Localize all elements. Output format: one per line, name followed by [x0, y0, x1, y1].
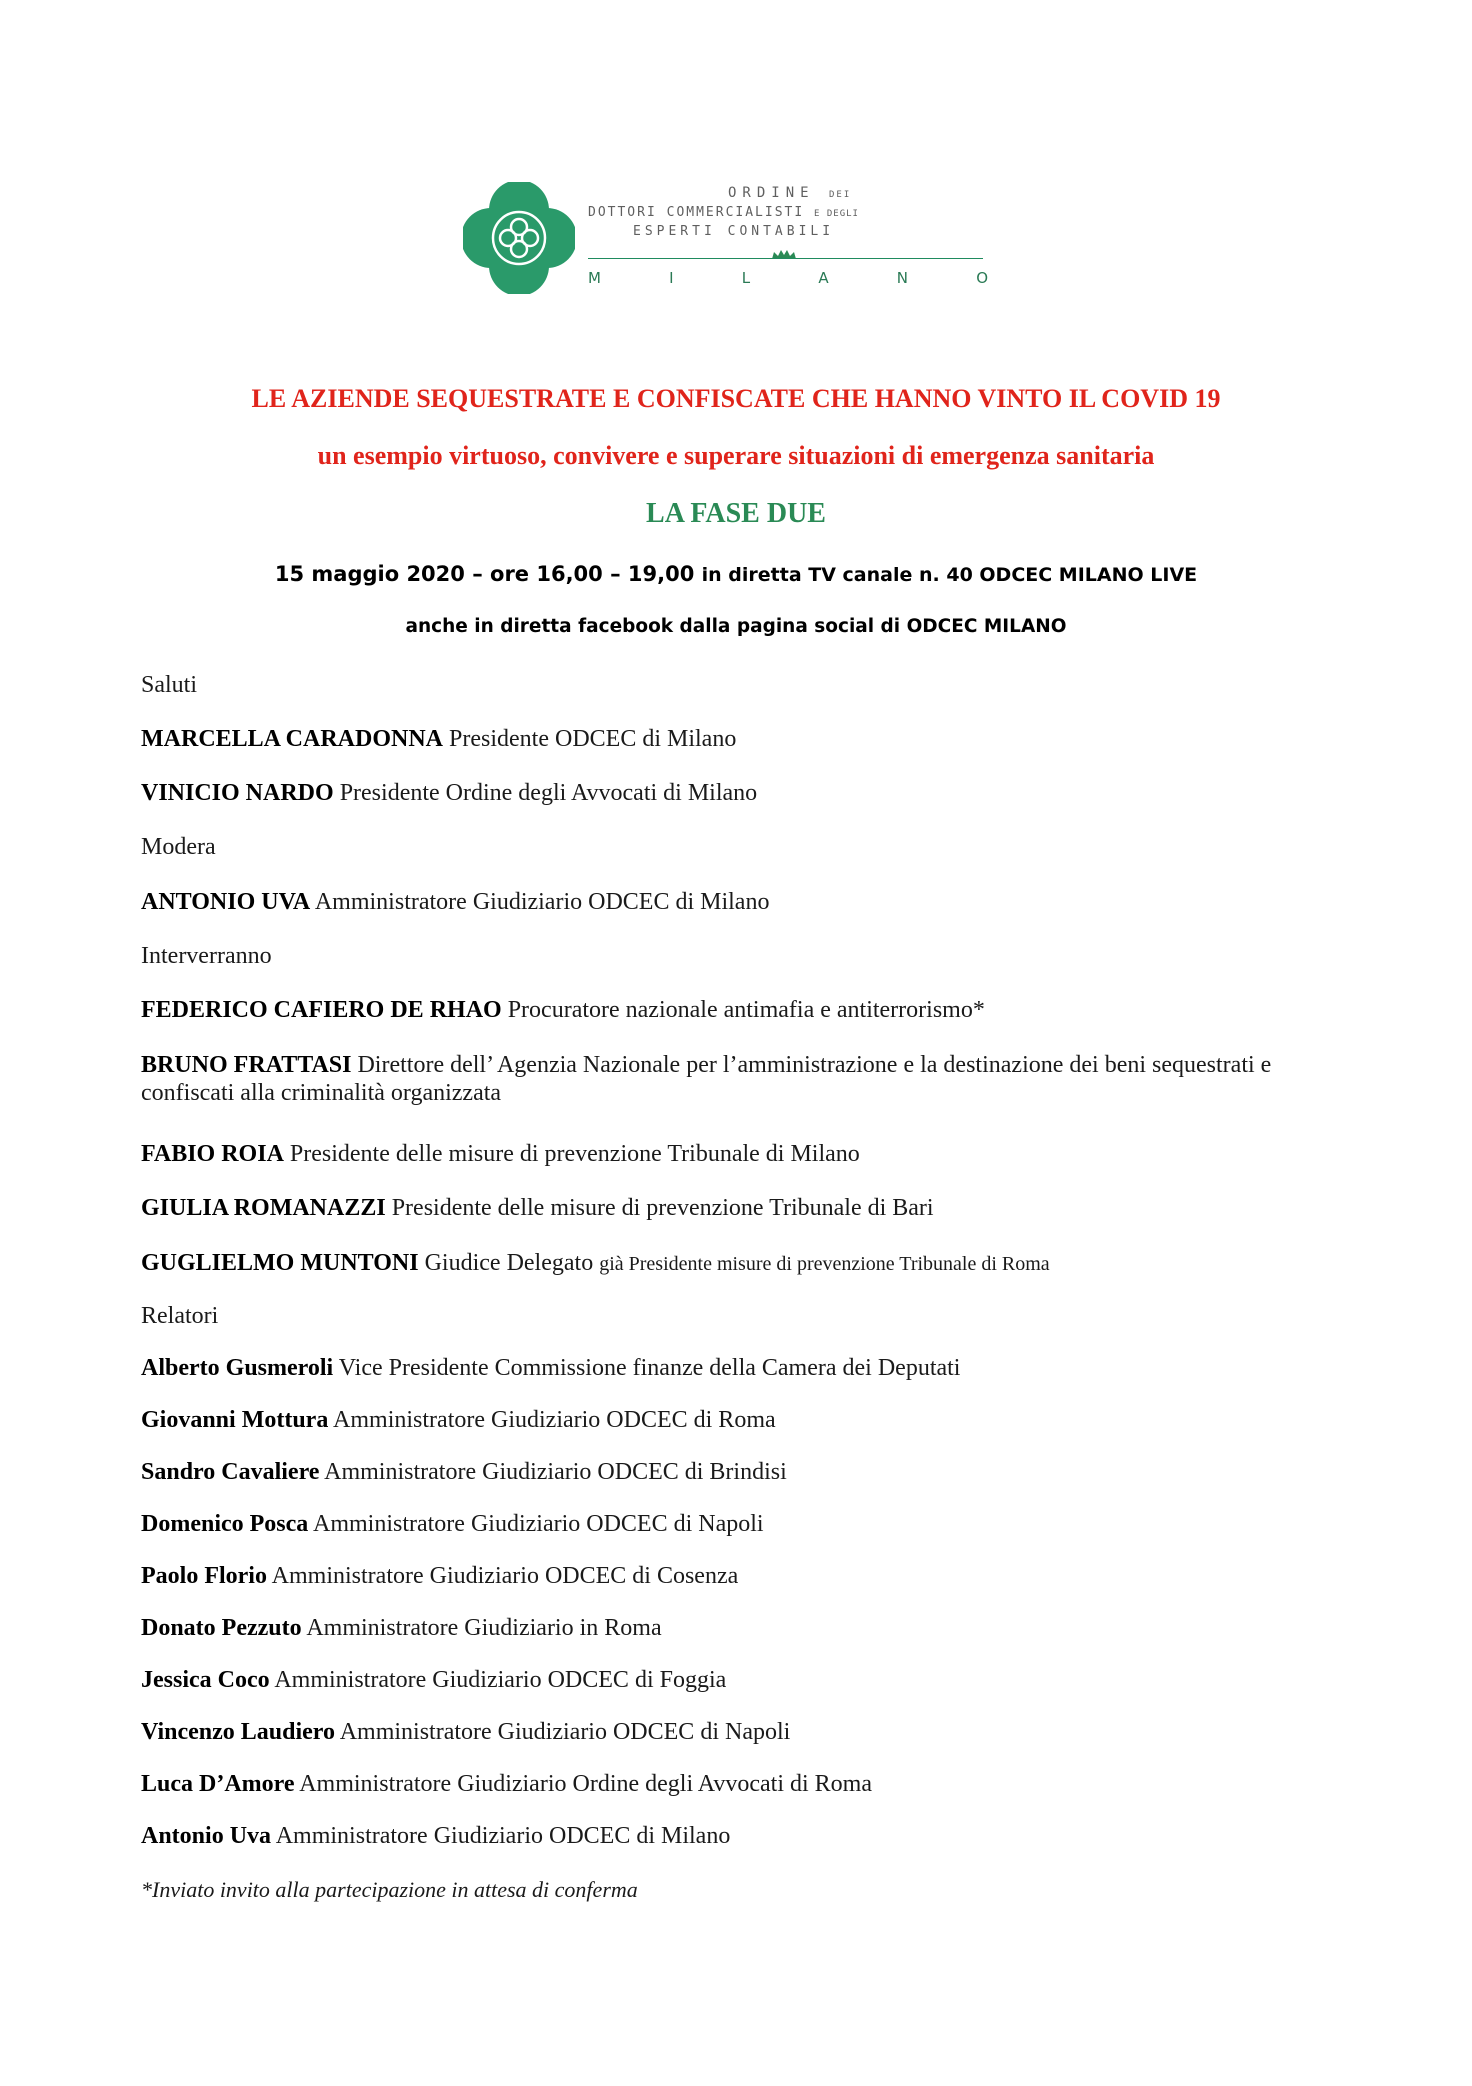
- speaker-line: [141, 1051, 1321, 1107]
- speaker-name: FEDERICO CAFIERO DE RHAO: [141, 997, 502, 1023]
- footnote: *Inviato invito alla partecipazione in attesa di conferma: [141, 1877, 638, 1902]
- event-broadcast: in diretta TV canale n. 40 ODCEC MILANO LIVE: [701, 564, 1198, 586]
- speaker-role: Presidente delle misure di prevenzione Tribunale di Bari: [391, 1195, 934, 1221]
- speaker-line: [141, 1140, 1341, 1168]
- event-date-line: [0, 562, 1472, 586]
- speaker-role: Amministratore Giudiziario ODCEC di Cosenza: [271, 1563, 739, 1589]
- speaker-line: [141, 888, 1341, 916]
- speaker-name: GIULIA ROMANAZZI: [141, 1195, 386, 1221]
- logo-line2-small: E DEGLI: [814, 209, 859, 219]
- speaker-name: Giovanni Mottura: [141, 1407, 329, 1433]
- logo-line1-small: DEI: [829, 190, 852, 200]
- logo-emblem-icon: [463, 182, 575, 294]
- logo-city-letter: L: [741, 269, 751, 287]
- speaker-role: Procuratore nazionale antimafia e antiterrorismo*: [507, 997, 985, 1023]
- speaker-line: [141, 1194, 1341, 1222]
- logo-city-letter: N: [896, 269, 908, 287]
- event-date: 15 maggio 2020 – ore 16,00 – 19,00: [274, 562, 695, 586]
- speaker-line: [141, 1822, 1341, 1850]
- speaker-line: [141, 1718, 1341, 1746]
- speaker-name: Alberto Gusmeroli: [141, 1355, 334, 1381]
- logo-city-letter: M: [588, 269, 601, 287]
- speaker-name: MARCELLA CARADONNA: [141, 726, 444, 752]
- speaker-name: ANTONIO UVA: [141, 889, 311, 915]
- speaker-name: Sandro Cavaliere: [141, 1459, 320, 1485]
- speaker-line: [141, 1406, 1341, 1434]
- speaker-role: Amministratore Giudiziario Ordine degli Avvocati di Roma: [299, 1771, 872, 1797]
- speaker-name: Antonio Uva: [141, 1823, 272, 1849]
- event-facebook-note: anche in diretta facebook dalla pagina social di ODCEC MILANO: [405, 616, 1067, 637]
- speaker-role: Presidente delle misure di prevenzione Tribunale di Milano: [289, 1141, 860, 1167]
- logo-city-letter: I: [669, 269, 674, 287]
- speaker-line: [141, 1562, 1341, 1590]
- logo-city-letter: A: [818, 269, 829, 287]
- logo-line1: ORDINE: [728, 185, 815, 201]
- speaker-role: Amministratore Giudiziario ODCEC di Foggia: [274, 1667, 727, 1693]
- speaker-line: [141, 1354, 1341, 1382]
- odcec-milano-logo: [463, 176, 988, 306]
- speaker-name: Luca D’Amore: [141, 1771, 295, 1797]
- speaker-line: [141, 1510, 1341, 1538]
- speaker-role: Giudice Delegato: [424, 1250, 594, 1276]
- event-subtitle: un esempio virtuoso, convivere e superare situazioni di emergenza sanitaria: [317, 441, 1155, 470]
- speaker-role-note: già Presidente misure di prevenzione Tribunale di Roma: [599, 1253, 1050, 1275]
- event-phase: LA FASE DUE: [646, 498, 826, 529]
- speaker-role: Amministratore Giudiziario ODCEC di Brindisi: [324, 1459, 787, 1485]
- section-label-interverranno: Interverranno: [141, 943, 272, 969]
- speaker-name: Domenico Posca: [141, 1511, 309, 1537]
- speaker-name: VINICIO NARDO: [141, 780, 334, 806]
- logo-line2: DOTTORI COMMERCIALISTI: [588, 205, 805, 220]
- speaker-line: [141, 1666, 1341, 1694]
- logo-city-letter: O: [976, 269, 988, 287]
- speaker-role: Presidente ODCEC di Milano: [449, 726, 737, 752]
- speaker-name: FABIO ROIA: [141, 1141, 284, 1167]
- logo-wordmark: [588, 184, 988, 241]
- speaker-name: Donato Pezzuto: [141, 1615, 302, 1641]
- section-label-modera: Modera: [141, 834, 216, 860]
- speaker-name: Jessica Coco: [141, 1667, 270, 1693]
- speaker-role: Amministratore Giudiziario in Roma: [306, 1615, 662, 1641]
- speaker-role: Direttore dell’ Agenzia Nazionale per l’amministrazione e la destinazione dei beni sequestrati e confiscati alla criminalità organizzata: [141, 1052, 1272, 1106]
- speaker-name: BRUNO FRATTASI: [141, 1052, 352, 1078]
- speaker-role: Amministratore Giudiziario ODCEC di Roma: [333, 1407, 776, 1433]
- logo-line3: ESPERTI CONTABILI: [633, 224, 835, 239]
- speaker-role: Presidente Ordine degli Avvocati di Milano: [339, 780, 758, 806]
- speaker-line: [141, 1249, 1341, 1278]
- speaker-line: [141, 1458, 1341, 1486]
- event-title: LE AZIENDE SEQUESTRATE E CONFISCATE CHE HANNO VINTO IL COVID 19: [251, 384, 1221, 413]
- speaker-role: Amministratore Giudiziario ODCEC di Napoli: [339, 1719, 791, 1745]
- speaker-role: Vice Presidente Commissione finanze della Camera dei Deputati: [338, 1355, 961, 1381]
- speaker-line: [141, 996, 1341, 1024]
- speaker-line: [141, 1614, 1341, 1642]
- speaker-role: Amministratore Giudiziario ODCEC di Milano: [314, 889, 770, 915]
- section-label-relatori: Relatori: [141, 1303, 219, 1329]
- speaker-role: Amministratore Giudiziario ODCEC di Napoli: [312, 1511, 764, 1537]
- logo-divider: [588, 258, 983, 259]
- section-label-saluti: Saluti: [141, 672, 198, 698]
- speaker-name: Vincenzo Laudiero: [141, 1719, 336, 1745]
- logo-city-name: [588, 269, 988, 287]
- speaker-role: Amministratore Giudiziario ODCEC di Milano: [275, 1823, 731, 1849]
- speaker-name: Paolo Florio: [141, 1563, 267, 1589]
- speaker-name: GUGLIELMO MUNTONI: [141, 1250, 419, 1276]
- speaker-line: [141, 1770, 1341, 1798]
- speaker-line: [141, 725, 1341, 753]
- speaker-line: [141, 779, 1341, 807]
